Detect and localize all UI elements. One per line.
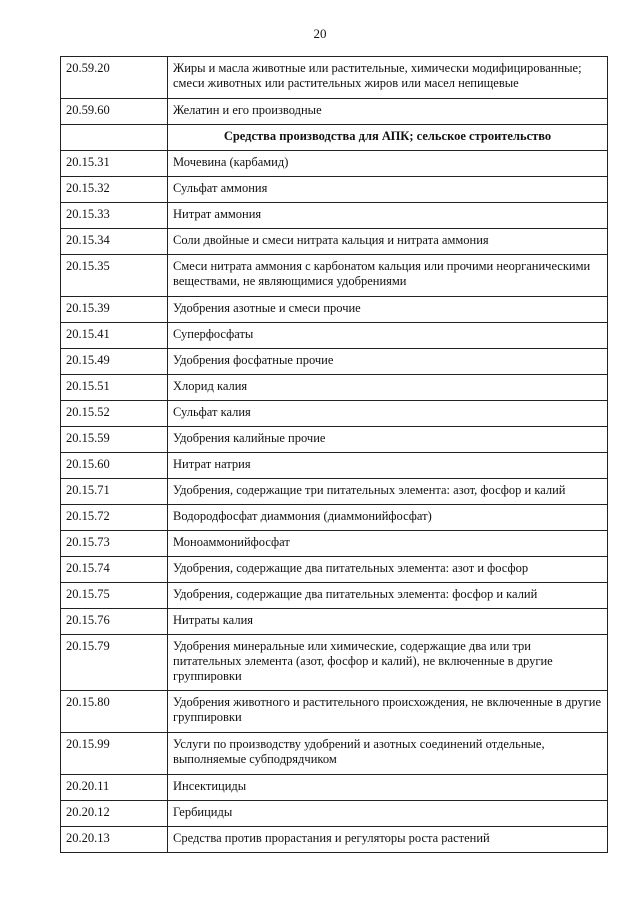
row-code: 20.15.73 [61, 531, 168, 557]
row-code: 20.20.11 [61, 775, 168, 801]
row-description: Удобрения животного и растительного происхождения, не включенные в другие группировки [168, 691, 608, 733]
row-code: 20.15.33 [61, 203, 168, 229]
row-description: Удобрения азотные и смеси прочие [168, 297, 608, 323]
row-code: 20.15.52 [61, 401, 168, 427]
table-row [61, 229, 608, 255]
section-title: Средства производства для АПК; сельское строительство [168, 125, 608, 151]
row-code: 20.15.34 [61, 229, 168, 255]
row-description: Нитрат натрия [168, 453, 608, 479]
row-code: 20.15.80 [61, 691, 168, 733]
row-code: 20.59.20 [61, 57, 168, 99]
row-description: Мочевина (карбамид) [168, 151, 608, 177]
row-description: Хлорид калия [168, 375, 608, 401]
row-code: 20.59.60 [61, 99, 168, 125]
row-code: 20.15.71 [61, 479, 168, 505]
table-row [61, 323, 608, 349]
row-description: Удобрения калийные прочие [168, 427, 608, 453]
table-row [61, 609, 608, 635]
row-description: Соли двойные и смеси нитрата кальция и нитрата аммония [168, 229, 608, 255]
row-description: Удобрения, содержащие два питательных элемента: азот и фосфор [168, 557, 608, 583]
table-row [61, 531, 608, 557]
row-description: Желатин и его производные [168, 99, 608, 125]
row-code: 20.15.39 [61, 297, 168, 323]
table-row [61, 99, 608, 125]
row-description: Инсектициды [168, 775, 608, 801]
row-code [61, 125, 168, 151]
row-code: 20.15.35 [61, 255, 168, 297]
table-row [61, 297, 608, 323]
table-row [61, 635, 608, 691]
row-description: Удобрения, содержащие три питательных элемента: азот, фосфор и калий [168, 479, 608, 505]
row-code: 20.15.99 [61, 733, 168, 775]
row-code: 20.15.75 [61, 583, 168, 609]
page-number: 20 [313, 26, 327, 41]
row-description: Услуги по производству удобрений и азотных соединений отдельные, выполняемые субподрядчиком [168, 733, 608, 775]
table-row [61, 57, 608, 99]
table-row [61, 177, 608, 203]
row-code: 20.15.74 [61, 557, 168, 583]
row-description: Удобрения минеральные или химические, содержащие два или три питательных элемента (азот, фосфор и калий), не включенные в другие группировки [168, 635, 608, 691]
table-row [61, 401, 608, 427]
table-row [61, 349, 608, 375]
row-description: Водородфосфат диаммония (диаммонийфосфат) [168, 505, 608, 531]
table-row [61, 505, 608, 531]
table-row [61, 827, 608, 853]
row-description: Средства против прорастания и регуляторы роста растений [168, 827, 608, 853]
row-description: Моноаммонийфосфат [168, 531, 608, 557]
row-code: 20.15.76 [61, 609, 168, 635]
row-code: 20.15.41 [61, 323, 168, 349]
table-row [61, 583, 608, 609]
section-header-row [61, 125, 608, 151]
codes-table-body [61, 57, 608, 853]
table-row [61, 691, 608, 733]
row-code: 20.20.12 [61, 801, 168, 827]
row-description: Нитраты калия [168, 609, 608, 635]
row-description: Сульфат калия [168, 401, 608, 427]
table-row [61, 255, 608, 297]
row-code: 20.15.32 [61, 177, 168, 203]
table-row [61, 375, 608, 401]
row-code: 20.15.59 [61, 427, 168, 453]
row-description: Суперфосфаты [168, 323, 608, 349]
row-description: Удобрения, содержащие два питательных элемента: фосфор и калий [168, 583, 608, 609]
row-description: Гербициды [168, 801, 608, 827]
row-description: Смеси нитрата аммония с карбонатом кальция или прочими неорганическими веществами, не являющимися удобрениями [168, 255, 608, 297]
row-code: 20.20.13 [61, 827, 168, 853]
table-row [61, 479, 608, 505]
row-code: 20.15.31 [61, 151, 168, 177]
table-row [61, 427, 608, 453]
table-row [61, 801, 608, 827]
table-row [61, 733, 608, 775]
row-code: 20.15.60 [61, 453, 168, 479]
row-code: 20.15.72 [61, 505, 168, 531]
row-description: Удобрения фосфатные прочие [168, 349, 608, 375]
row-code: 20.15.51 [61, 375, 168, 401]
table-row [61, 151, 608, 177]
codes-table [60, 56, 608, 853]
table-row [61, 453, 608, 479]
row-description: Сульфат аммония [168, 177, 608, 203]
row-description: Нитрат аммония [168, 203, 608, 229]
row-code: 20.15.49 [61, 349, 168, 375]
row-description: Жиры и масла животные или растительные, химически модифицированные; смеси животных или растительных жиров или масел непищевые [168, 57, 608, 99]
table-row [61, 775, 608, 801]
table-row [61, 557, 608, 583]
table-row [61, 203, 608, 229]
row-code: 20.15.79 [61, 635, 168, 691]
